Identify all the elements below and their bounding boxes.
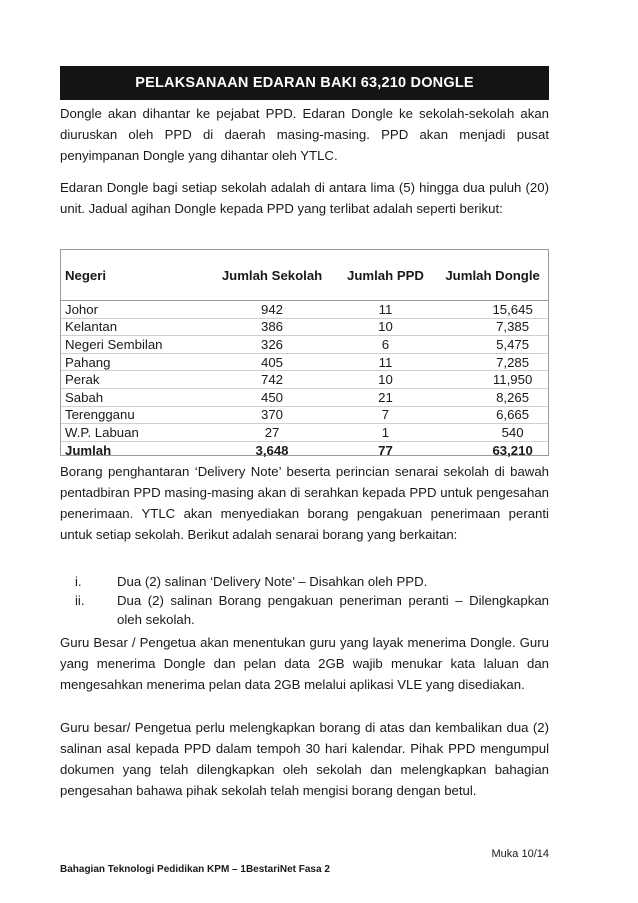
cell-sekolah: 405	[210, 353, 333, 371]
table-row	[61, 424, 548, 442]
table-row	[61, 318, 548, 336]
cell-negeri: W.P. Labuan	[61, 424, 210, 442]
cell-dongle: 7,285	[437, 353, 548, 371]
cell-ppd: 10	[334, 318, 438, 336]
paragraph-5: Guru besar/ Pengetua perlu melengkapkan borang di atas dan kembalikan dua (2) salinan asal kepada PPD dalam tempoh 30 hari kalendar. Pihak PPD mengumpul dokumen yang telah dilengkapkan oleh sekolah dan melengkapkan bahagian pengesahan bahawa pihak sekolah telah mengisi borang dengan betul.	[60, 720, 549, 798]
cell-ppd: 1	[334, 424, 438, 442]
cell-sekolah: 742	[210, 371, 333, 389]
cell-negeri: Perak	[61, 371, 210, 389]
cell-dongle: 540	[437, 424, 548, 442]
cell-negeri: Pahang	[61, 353, 210, 371]
cell-dongle: 8,265	[437, 388, 548, 406]
paragraph-2: Edaran Dongle bagi setiap sekolah adalah di antara lima (5) hingga dua puluh (20) unit. Jadual agihan Dongle kepada PPD yang terlibat adalah seperti berikut:	[60, 180, 549, 216]
header-negeri: Negeri	[61, 250, 210, 301]
list-text: Dua (2) salinan ‘Delivery Note’ – Disahkan oleh PPD.	[117, 574, 428, 589]
cell-dongle: 11,950	[437, 371, 548, 389]
page-number: Muka 10/14	[491, 848, 549, 860]
table-row	[61, 388, 548, 406]
cell-dongle: 15,645	[437, 301, 548, 319]
cell-dongle: 7,385	[437, 318, 548, 336]
cell-negeri: Sabah	[61, 388, 210, 406]
table-header-row	[61, 250, 548, 301]
table-row	[61, 301, 548, 319]
cell-ppd: 7	[334, 406, 438, 424]
paragraph-4: Guru Besar / Pengetua akan menentukan guru yang layak menerima Dongle. Guru yang menerima Dongle dan pelan data 2GB wajib menukar kata laluan dan mengesahkan menerima pelan data 2GB melalui aplikasi VLE yang disediakan.	[60, 635, 549, 692]
paragraph-1: Dongle akan dihantar ke pejabat PPD. Edaran Dongle ke sekolah-sekolah akan diuruskan oleh PPD di daerah masing-masing. PPD akan menjadi pusat penyimpanan Dongle yang dihantar oleh YTLC.	[60, 106, 549, 163]
list-number: ii.	[75, 593, 85, 608]
cell-ppd: 6	[334, 336, 438, 354]
cell-negeri: Terengganu	[61, 406, 210, 424]
cell-ppd: 11	[334, 353, 438, 371]
header-jumlah-dongle: Jumlah Dongle	[437, 250, 548, 301]
cell-sekolah: 326	[210, 336, 333, 354]
cell-sekolah: 370	[210, 406, 333, 424]
table-row	[61, 336, 548, 354]
cell-sekolah: 386	[210, 318, 333, 336]
table-total-row	[61, 441, 548, 458]
total-sekolah: 3,648	[210, 441, 333, 458]
cell-negeri: Negeri Sembilan	[61, 336, 210, 354]
list-number: i.	[75, 574, 82, 589]
cell-negeri: Kelantan	[61, 318, 210, 336]
cell-dongle: 6,665	[437, 406, 548, 424]
cell-sekolah: 27	[210, 424, 333, 442]
list-text: Dua (2) salinan Borang pengakuan peneriman peranti – Dilengkapkan oleh sekolah.	[117, 593, 549, 627]
cell-sekolah: 450	[210, 388, 333, 406]
cell-negeri: Johor	[61, 301, 210, 319]
total-label: Jumlah	[61, 441, 210, 458]
table-row	[61, 353, 548, 371]
cell-sekolah: 942	[210, 301, 333, 319]
section-title: PELAKSANAAN EDARAN BAKI 63,210 DONGLE	[135, 75, 474, 91]
footer-text: Bahagian Teknologi Pedidikan KPM – 1BestariNet Fasa 2	[60, 864, 330, 875]
table-row	[61, 371, 548, 389]
table-row	[61, 406, 548, 424]
cell-ppd: 21	[334, 388, 438, 406]
header-jumlah-ppd: Jumlah PPD	[334, 250, 438, 301]
distribution-table	[60, 249, 549, 456]
paragraph-3: Borang penghantaran ‘Delivery Note’ beserta perincian senarai sekolah di bawah pentadbiran PPD masing-masing akan di serahkan kepada PPD untuk pengesahan penerimaan. YTLC akan menyediakan borang pengakuan penerimaan peranti untuk setiap sekolah. Berikut adalah senarai borang yang berkaitan:	[60, 464, 549, 542]
cell-ppd: 11	[334, 301, 438, 319]
total-dongle: 63,210	[437, 441, 548, 458]
cell-ppd: 10	[334, 371, 438, 389]
section-title-bar	[60, 66, 549, 100]
cell-dongle: 5,475	[437, 336, 548, 354]
total-ppd: 77	[334, 441, 438, 458]
header-jumlah-sekolah: Jumlah Sekolah	[210, 250, 333, 301]
